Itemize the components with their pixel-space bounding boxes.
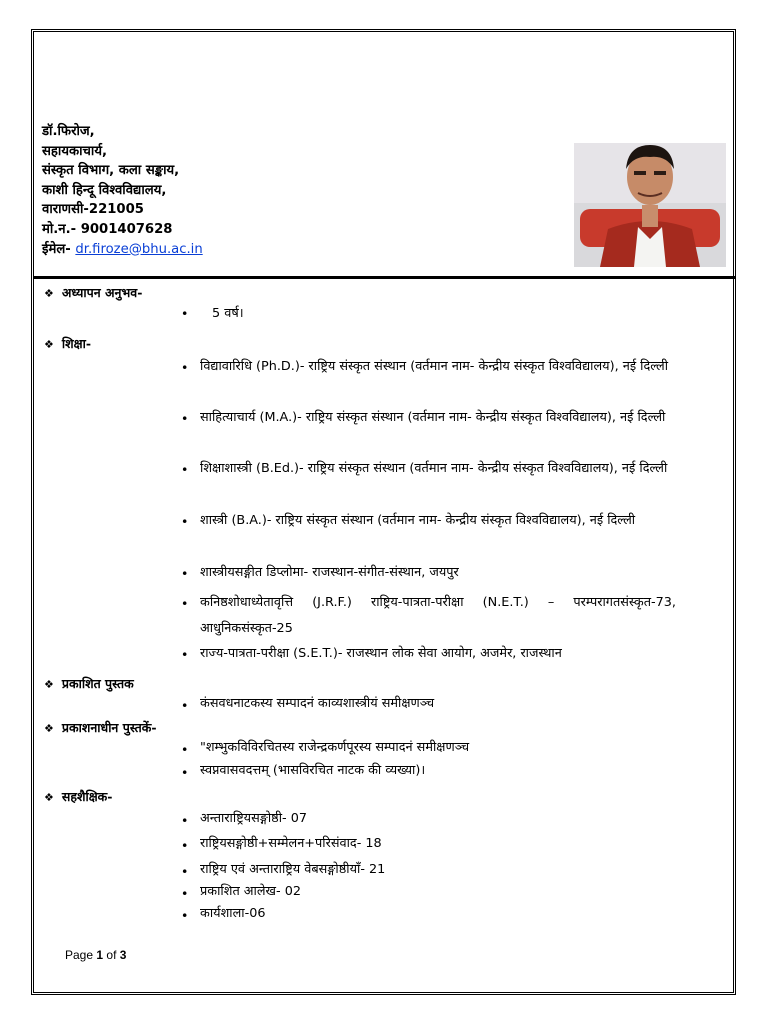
co-curricular-item: अन्ताराष्ट्रियसङ्गोष्ठी- 07	[200, 811, 307, 826]
faculty-designation: सहायकाचार्य,	[42, 143, 107, 159]
disc-bullet-icon: •	[181, 864, 189, 879]
faculty-email-line	[42, 240, 542, 260]
footer-of-word: of	[106, 948, 117, 962]
profile-photo-image	[574, 143, 726, 267]
faculty-name: डॉ.फिरोज,	[42, 124, 95, 139]
disc-bullet-icon: •	[181, 596, 189, 611]
disc-bullet-icon: •	[181, 566, 189, 581]
footer-page-word: Page	[65, 948, 94, 962]
disc-bullet-icon: •	[181, 514, 189, 529]
diamond-bullet-icon: ❖	[44, 338, 54, 351]
disc-bullet-icon: •	[181, 813, 189, 828]
faculty-mobile: मो.न.- 9001407628	[42, 221, 173, 237]
co-curricular-item: राष्ट्रिय एवं अन्ताराष्ट्रिय वेबसङ्गोष्ठीयाँ- 21	[200, 862, 386, 877]
disc-bullet-icon: •	[181, 647, 189, 662]
contact-header	[42, 122, 542, 259]
faculty-university: काशी हिन्दू विश्वविद्यालय,	[42, 182, 167, 198]
footer-page-number: 1	[96, 948, 104, 962]
disc-bullet-icon: •	[181, 838, 189, 853]
page-footer	[65, 948, 126, 962]
education-item: शास्त्री (B.A.)- राष्ट्रिय संस्कृत संस्थान (वर्तमान नाम- केन्द्रीय संस्कृत विश्वविद्यालय), नई दिल्ली	[200, 513, 636, 528]
disc-bullet-icon: •	[181, 360, 189, 375]
disc-bullet-icon: •	[181, 765, 189, 780]
education-item: साहित्याचार्य (M.A.)- राष्ट्रिय संस्कृत संस्थान (वर्तमान नाम- केन्द्रीय संस्कृत विश्वविद्यालय), नई दिल्ली	[200, 410, 666, 425]
diamond-bullet-icon: ❖	[44, 287, 54, 300]
header-divider	[34, 276, 735, 279]
disc-bullet-icon: •	[181, 886, 189, 901]
education-item: शास्त्रीयसङ्गीत डिप्लोमा- राजस्थान-संगीत-संस्थान, जयपुर	[200, 565, 459, 580]
disc-bullet-icon: •	[181, 908, 189, 923]
education-item: शिक्षाशास्त्री (B.Ed.)- राष्ट्रिय संस्कृत संस्थान (वर्तमान नाम- केन्द्रीय संस्कृत विश्वविद्यालय), नई दिल्ली	[200, 461, 668, 476]
section-published-books-title: ❖ प्रकाशित पुस्तक	[44, 676, 134, 691]
disc-bullet-icon: •	[181, 306, 189, 321]
co-curricular-item: कार्यशाला-06	[200, 906, 266, 921]
diamond-bullet-icon: ❖	[44, 791, 54, 804]
published-book-item: कंसवधनाटकस्य सम्पादनं काव्यशास्त्रीयं समीक्षणञ्च	[200, 696, 435, 711]
section-forthcoming-books-title: ❖ प्रकाशनाधीन पुस्तकें-	[44, 720, 157, 735]
education-item: कनिष्ठशोधाध्येतावृत्ति (J.R.F.) राष्ट्रिय-पात्रता-परीक्षा (N.E.T.) – परम्परागतसंस्कृत-73, आधुनिकसंस्कृत-25	[200, 595, 676, 636]
education-item: विद्यावारिधि (Ph.D.)- राष्ट्रिय संस्कृत संस्थान (वर्तमान नाम- केन्द्रीय संस्कृत विश्वविद्यालय), नई दिल्ली	[200, 359, 669, 374]
faculty-city: वाराणसी-221005	[42, 202, 144, 218]
disc-bullet-icon: •	[181, 698, 189, 713]
diamond-bullet-icon: ❖	[44, 678, 54, 691]
footer-total-pages: 3	[119, 948, 127, 962]
diamond-bullet-icon: ❖	[44, 722, 54, 735]
co-curricular-item: राष्ट्रियसङ्गोष्ठी+सम्मेलन+परिसंवाद- 18	[200, 836, 382, 851]
disc-bullet-icon: •	[181, 742, 189, 757]
disc-bullet-icon: •	[181, 462, 189, 477]
section-co-curricular-title: ❖ सहशैक्षिक-	[44, 789, 113, 804]
email-label: ईमेल-	[42, 241, 71, 257]
disc-bullet-icon: •	[181, 411, 189, 426]
email-link[interactable]: dr.firoze@bhu.ac.in	[75, 241, 203, 257]
education-item: राज्य-पात्रता-परीक्षा (S.E.T.)- राजस्थान लोक सेवा आयोग, अजमेर, राजस्थान	[200, 646, 562, 661]
forthcoming-book-item: "शम्भुकविविरचितस्य राजेन्द्रकर्णपूरस्य सम्पादनं समीक्षणञ्च	[200, 740, 470, 755]
section-experience-title: ❖ अध्यापन अनुभव-	[44, 285, 143, 300]
experience-item: 5 वर्ष।	[212, 306, 244, 321]
forthcoming-book-item: स्वप्नवासवदत्तम् (भासविरचित नाटक की व्यख्या)।	[200, 763, 426, 778]
section-education-title: ❖ शिक्षा-	[44, 336, 92, 351]
faculty-department: संस्कृत विभाग, कला सङ्काय,	[42, 163, 180, 179]
profile-photo	[574, 143, 726, 267]
co-curricular-item: प्रकाशित आलेख- 02	[200, 884, 301, 899]
